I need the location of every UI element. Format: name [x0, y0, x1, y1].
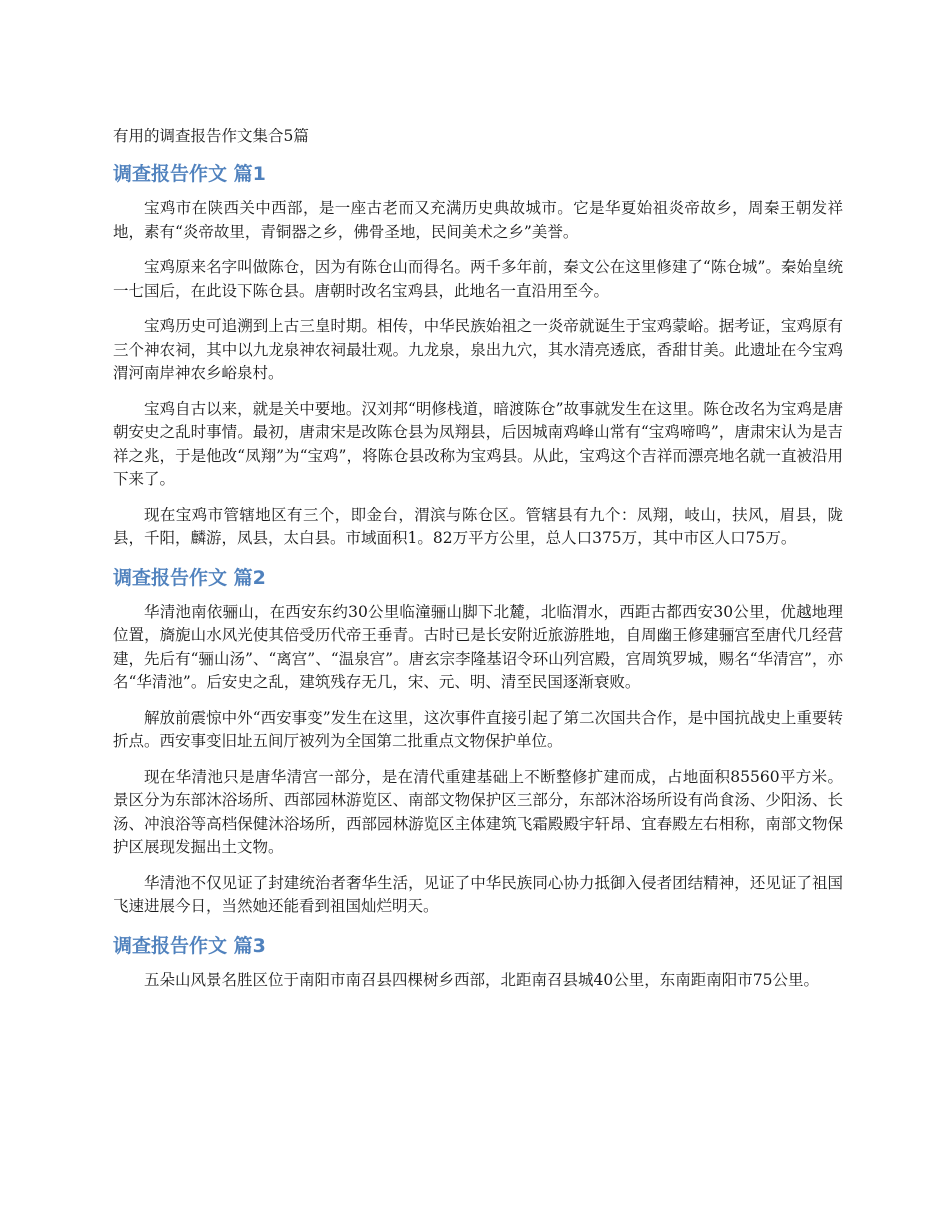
document-title: 有用的调查报告作文集合5篇 [113, 127, 309, 145]
paragraph: 宝鸡市在陕西关中西部，是一座古老而又充满历史典故城市。它是华夏始祖炎帝故乡，周秦王朝发祥地，素有“炎帝故里，青铜器之乡，佛骨圣地，民间美术之乡”美誉。 [113, 199, 843, 241]
section-heading: 调查报告作文 篇3 [113, 934, 266, 957]
section-3 [113, 933, 843, 993]
section-1 [113, 161, 843, 551]
paragraph: 华清池南依骊山，在西安东约30公里临潼骊山脚下北麓，北临渭水，西距古都西安30公里，优越地理位置，旖旎山水风光使其倍受历代帝王垂青。古时已是长安附近旅游胜地，自周幽王修建骊宫至唐代几经营建，先后有“骊山汤”、“离宫”、“温泉宫”。唐玄宗李隆基诏令环山列宫殿，宫周筑罗城，赐名“华清宫”，亦名“华清池”。后安史之乱，建筑残存无几，宋、元、明、清至民国逐渐衰败。 [113, 602, 843, 691]
paragraph: 五朵山风景名胜区位于南阳市南召县四棵树乡西部，北距南召县城40公里，东南距南阳市75公里。 [144, 970, 819, 989]
paragraph: 解放前震惊中外“西安事变”发生在这里，这次事件直接引起了第二次国共合作，是中国抗战史上重要转折点。西安事变旧址五间厅被列为全国第二批重点文物保护单位。 [113, 708, 843, 750]
paragraph: 宝鸡原来名字叫做陈仓，因为有陈仓山而得名。两千多年前，秦文公在这里修建了“陈仓城”。秦始皇统一七国后，在此设下陈仓县。唐朝时改名宝鸡县，此地名一直沿用至今。 [113, 258, 843, 300]
document-page [113, 125, 843, 1004]
paragraph: 华清池不仅见证了封建统治者奢华生活，见证了中华民族同心协力抵御入侵者团结精神，还见证了祖国飞速进展今日，当然她还能看到祖国灿烂明天。 [113, 873, 843, 915]
paragraph: 现在华清池只是唐华清宫一部分，是在清代重建基础上不断整修扩建而成，占地面积85560平方米。景区分为东部沐浴场所、西部园林游览区、南部文物保护区三部分，东部沐浴场所设有尚食汤、少阳汤、长汤、冲浪浴等高档保健沐浴场所，西部园林游览区主体建筑飞霜殿殿宇轩昂、宜春殿左右相称，南部文物保护区展现发掘出土文物。 [113, 767, 843, 856]
paragraph: 宝鸡历史可追溯到上古三皇时期。相传，中华民族始祖之一炎帝就诞生于宝鸡蒙峪。据考证，宝鸡原有三个神农祠，其中以九龙泉神农祠最壮观。九龙泉，泉出九穴，其水清亮透底，香甜甘美。此遗址在今宝鸡渭河南岸神农乡峪泉村。 [113, 317, 843, 382]
paragraph: 宝鸡自古以来，就是关中要地。汉刘邦“明修栈道，暗渡陈仓”故事就发生在这里。陈仓改名为宝鸡是唐朝安史之乱时事情。最初，唐肃宋是改陈仓县为凤翔县，后因城南鸡峰山常有“宝鸡啼鸣”，唐肃宋认为是吉祥之兆，于是他改“凤翔”为“宝鸡”，将陈仓县改称为宝鸡县。从此，宝鸡这个吉祥而漂亮地名就一直被沿用下来了。 [113, 399, 843, 488]
section-heading: 调查报告作文 篇1 [113, 163, 266, 185]
paragraph: 现在宝鸡市管辖地区有三个，即金台，渭滨与陈仓区。管辖县有九个：凤翔，岐山，扶风，眉县，陇县，千阳，麟游，凤县，太白县。市域面积1。82万平方公里，总人口375万，其中市区人口75万。 [113, 505, 843, 547]
section-heading: 调查报告作文 篇2 [113, 566, 266, 589]
section-2 [113, 565, 843, 919]
